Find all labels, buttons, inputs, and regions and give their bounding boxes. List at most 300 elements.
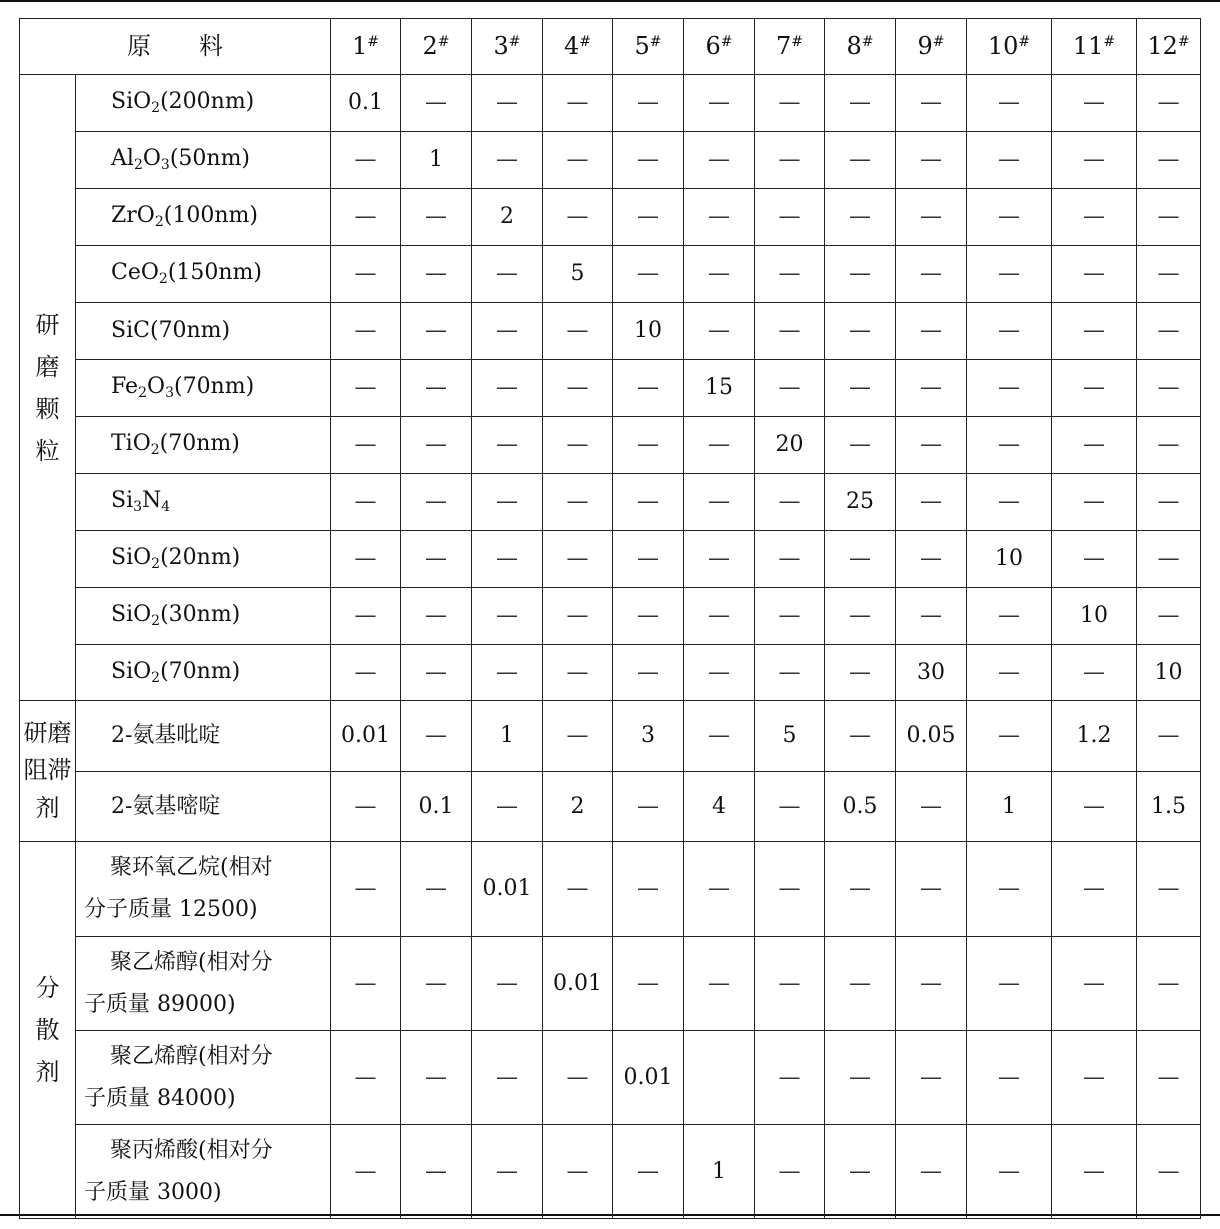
value-cell: — xyxy=(472,246,543,303)
formula-part: SiO xyxy=(111,545,152,571)
value-cell: — xyxy=(755,189,825,246)
value-cell: — xyxy=(755,246,825,303)
group-text: 研磨颗粒 xyxy=(35,310,60,465)
value-cell: 10 xyxy=(1137,645,1201,701)
sample-header xyxy=(401,19,472,75)
sample-mark: # xyxy=(437,33,450,50)
value-cell: — xyxy=(331,189,401,246)
value-cell: — xyxy=(331,1031,401,1125)
formula-part: (70nm) xyxy=(159,431,240,457)
value-cell: — xyxy=(896,1125,967,1219)
value-cell: — xyxy=(967,132,1052,189)
value-cell: — xyxy=(755,772,825,842)
value-cell: — xyxy=(1052,132,1137,189)
label-line-1 xyxy=(84,847,322,889)
value-cell: — xyxy=(684,303,755,360)
value-cell: — xyxy=(1052,772,1137,842)
value-cell: — xyxy=(755,75,825,132)
material-label xyxy=(76,360,331,417)
formula-part: 3 xyxy=(160,157,170,174)
label-text: 聚乙烯醇(相对分 xyxy=(110,949,273,975)
value-cell: — xyxy=(1052,303,1137,360)
sample-header xyxy=(1052,19,1137,75)
value-cell: — xyxy=(613,132,684,189)
formula-part: 2 xyxy=(151,669,161,686)
formula-part: 2 xyxy=(151,556,161,573)
table-row xyxy=(20,588,1201,645)
value-cell: 0.01 xyxy=(331,701,401,772)
value-cell: 10 xyxy=(967,531,1052,588)
value-cell: — xyxy=(684,645,755,701)
value-cell: — xyxy=(967,1125,1052,1219)
value-cell: — xyxy=(401,360,472,417)
material-label xyxy=(76,1031,331,1125)
sample-mark: # xyxy=(367,33,379,50)
value-cell: — xyxy=(543,588,613,645)
table-row xyxy=(20,1125,1201,1219)
value-cell: — xyxy=(543,701,613,772)
value-cell: 20 xyxy=(755,417,825,474)
table-row xyxy=(20,937,1201,1031)
value-cell: — xyxy=(331,531,401,588)
value-cell: — xyxy=(1052,474,1137,531)
value-cell: 0.1 xyxy=(401,772,472,842)
sample-header xyxy=(472,19,543,75)
formula-part: 4 xyxy=(161,499,171,516)
value-cell: — xyxy=(1052,937,1137,1031)
value-cell: 0.1 xyxy=(331,75,401,132)
value-cell: — xyxy=(401,701,472,772)
value-cell: — xyxy=(472,474,543,531)
sample-number: 12 xyxy=(1147,31,1178,60)
label-text: 聚丙烯酸(相对分 xyxy=(110,1137,273,1163)
sample-number: 11 xyxy=(1072,31,1104,60)
sample-header xyxy=(684,19,755,75)
formula-part: O xyxy=(147,374,166,400)
table-row xyxy=(20,246,1201,303)
formula-part: (30nm) xyxy=(160,602,241,628)
value-cell: 0.05 xyxy=(896,701,967,772)
value-cell: — xyxy=(1052,417,1137,474)
formula-part: (20nm) xyxy=(160,545,241,571)
formula-part: Si xyxy=(111,488,134,514)
sample-number: 8 xyxy=(846,31,862,60)
sample-header xyxy=(896,19,967,75)
value-cell: — xyxy=(825,303,896,360)
value-cell: — xyxy=(684,132,755,189)
value-cell: — xyxy=(825,1031,896,1125)
label-line-2: 分子质量 12500) xyxy=(84,897,258,922)
sample-mark: # xyxy=(932,33,945,50)
value-cell: — xyxy=(1137,132,1201,189)
sample-number: 2 xyxy=(422,31,438,60)
value-cell: — xyxy=(401,303,472,360)
value-cell: — xyxy=(1052,1125,1137,1219)
sample-header xyxy=(613,19,684,75)
value-cell: — xyxy=(1052,842,1137,937)
value-cell: — xyxy=(331,246,401,303)
material-label xyxy=(76,937,331,1031)
value-cell: — xyxy=(967,588,1052,645)
value-cell: — xyxy=(755,1125,825,1219)
value-cell: — xyxy=(825,246,896,303)
table-row xyxy=(20,1031,1201,1125)
value-cell: — xyxy=(331,937,401,1031)
value-cell: — xyxy=(755,937,825,1031)
top-rule xyxy=(0,0,1220,2)
value-cell: — xyxy=(896,246,967,303)
value-cell: — xyxy=(331,1125,401,1219)
value-cell: — xyxy=(543,645,613,701)
label-line-1 xyxy=(84,942,322,984)
formula-part: SiO xyxy=(111,602,152,628)
value-cell: — xyxy=(472,360,543,417)
header-row xyxy=(20,19,1201,75)
value-cell: — xyxy=(401,588,472,645)
value-cell: — xyxy=(825,132,896,189)
value-cell: — xyxy=(896,360,967,417)
material-label xyxy=(76,531,331,588)
group-text: 分散剂 xyxy=(35,974,60,1086)
value-cell: 1.2 xyxy=(1052,701,1137,772)
table-row xyxy=(20,531,1201,588)
formula-part: 2 xyxy=(151,100,161,117)
sample-header xyxy=(967,19,1052,75)
group-label-inhibitor xyxy=(20,701,76,842)
value-cell: — xyxy=(967,1031,1052,1125)
value-cell: — xyxy=(967,246,1052,303)
value-cell: — xyxy=(1137,303,1201,360)
value-cell: — xyxy=(967,189,1052,246)
table-row xyxy=(20,842,1201,937)
value-cell: — xyxy=(1137,246,1201,303)
material-label xyxy=(76,474,331,531)
value-cell: — xyxy=(825,75,896,132)
bottom-rule xyxy=(0,1214,1220,1216)
value-cell: — xyxy=(401,937,472,1031)
material-label xyxy=(76,246,331,303)
sample-number: 3 xyxy=(493,31,509,60)
value-cell: — xyxy=(613,1125,684,1219)
sample-header xyxy=(331,19,401,75)
value-cell: — xyxy=(1137,842,1201,937)
value-cell: — xyxy=(543,1031,613,1125)
value-cell: — xyxy=(613,842,684,937)
sample-mark: # xyxy=(861,33,874,50)
label-line-1 xyxy=(84,1036,322,1078)
value-cell: — xyxy=(825,360,896,417)
value-cell: — xyxy=(613,75,684,132)
value-cell: — xyxy=(543,360,613,417)
material-label xyxy=(76,303,331,360)
value-cell: — xyxy=(331,474,401,531)
value-cell: — xyxy=(472,588,543,645)
value-cell: — xyxy=(684,75,755,132)
value-cell: 30 xyxy=(896,645,967,701)
value-cell: 25 xyxy=(825,474,896,531)
value-cell: 10 xyxy=(613,303,684,360)
value-cell: — xyxy=(543,303,613,360)
value-cell: — xyxy=(896,588,967,645)
value-cell: — xyxy=(896,417,967,474)
label-line-2: 子质量 3000) xyxy=(84,1179,222,1205)
value-cell: — xyxy=(825,1125,896,1219)
table-row xyxy=(20,417,1201,474)
value-cell: — xyxy=(331,303,401,360)
material-label xyxy=(76,588,331,645)
value-cell: — xyxy=(896,842,967,937)
value-cell: — xyxy=(1137,531,1201,588)
value-cell: — xyxy=(543,842,613,937)
formulation-table xyxy=(19,18,1201,1219)
value-cell: — xyxy=(684,937,755,1031)
value-cell: — xyxy=(613,772,684,842)
value-cell: 15 xyxy=(684,360,755,417)
value-cell xyxy=(684,1031,755,1125)
sample-number: 10 xyxy=(987,31,1019,60)
value-cell: — xyxy=(755,645,825,701)
table-body xyxy=(20,19,1201,1219)
value-cell: — xyxy=(896,531,967,588)
value-cell: — xyxy=(613,246,684,303)
value-cell: — xyxy=(1137,417,1201,474)
value-cell: — xyxy=(1137,189,1201,246)
value-cell: — xyxy=(401,1031,472,1125)
table-row xyxy=(20,75,1201,132)
value-cell: — xyxy=(331,645,401,701)
formula-part: SiO xyxy=(111,658,152,684)
table-row xyxy=(20,645,1201,701)
value-cell: 1 xyxy=(967,772,1052,842)
value-cell: — xyxy=(1137,474,1201,531)
material-label: 2-氨基嘧啶 xyxy=(76,772,331,842)
sample-header xyxy=(825,19,896,75)
table-row xyxy=(20,701,1201,772)
value-cell: — xyxy=(896,1031,967,1125)
value-cell: — xyxy=(472,417,543,474)
value-cell: — xyxy=(755,1031,825,1125)
value-cell: — xyxy=(825,531,896,588)
value-cell: — xyxy=(755,531,825,588)
value-cell: — xyxy=(967,645,1052,701)
sample-mark: # xyxy=(579,33,591,50)
value-cell: — xyxy=(967,937,1052,1031)
value-cell: — xyxy=(896,937,967,1031)
value-cell: — xyxy=(1137,1125,1201,1219)
value-cell: — xyxy=(825,588,896,645)
value-cell: — xyxy=(896,132,967,189)
formula-part: SiC(70nm) xyxy=(111,318,231,344)
sample-number: 4 xyxy=(563,31,580,60)
value-cell: — xyxy=(896,75,967,132)
sample-header xyxy=(543,19,613,75)
table-row xyxy=(20,474,1201,531)
value-cell: — xyxy=(1052,189,1137,246)
value-cell: — xyxy=(1052,645,1137,701)
formula-part: CeO xyxy=(111,260,159,286)
value-cell: 5 xyxy=(755,701,825,772)
value-cell: — xyxy=(401,842,472,937)
value-cell: — xyxy=(472,132,543,189)
value-cell: 0.5 xyxy=(825,772,896,842)
value-cell: — xyxy=(613,588,684,645)
value-cell: — xyxy=(472,75,543,132)
value-cell: 0.01 xyxy=(613,1031,684,1125)
value-cell: — xyxy=(401,417,472,474)
sample-number: 1 xyxy=(351,31,368,60)
value-cell: — xyxy=(896,303,967,360)
value-cell: 4 xyxy=(684,772,755,842)
formula-part: 2 xyxy=(150,442,160,459)
table-row xyxy=(20,303,1201,360)
formula-part: (50nm) xyxy=(169,146,251,172)
value-cell: — xyxy=(1137,937,1201,1031)
sample-mark: # xyxy=(1103,33,1116,50)
formula-part: 3 xyxy=(165,385,174,402)
formula-part: O xyxy=(142,146,161,172)
value-cell: — xyxy=(825,645,896,701)
sample-mark: # xyxy=(1018,33,1031,50)
value-cell: — xyxy=(684,417,755,474)
value-cell: — xyxy=(401,75,472,132)
value-cell: — xyxy=(331,772,401,842)
value-cell: 2 xyxy=(543,772,613,842)
value-cell: — xyxy=(543,474,613,531)
formula-part: (200nm) xyxy=(160,89,255,115)
sample-mark: # xyxy=(649,33,662,50)
value-cell: — xyxy=(472,1031,543,1125)
value-cell: — xyxy=(1137,1031,1201,1125)
value-cell: — xyxy=(755,474,825,531)
value-cell: — xyxy=(825,701,896,772)
sample-mark: # xyxy=(791,33,803,50)
value-cell: — xyxy=(967,701,1052,772)
table-row xyxy=(20,132,1201,189)
formula-part: 2 xyxy=(151,613,161,630)
material-label xyxy=(76,1125,331,1219)
label-line-2: 子质量 89000) xyxy=(84,991,236,1017)
group-label-abrasive xyxy=(20,75,76,701)
value-cell: — xyxy=(613,360,684,417)
value-cell: — xyxy=(825,842,896,937)
label-line-2: 子质量 84000) xyxy=(84,1085,236,1111)
formula-part: Fe xyxy=(111,374,139,400)
value-cell: — xyxy=(331,588,401,645)
value-cell: 1 xyxy=(472,701,543,772)
value-cell: — xyxy=(896,772,967,842)
sample-number: 5 xyxy=(634,31,650,60)
material-header: 原 料 xyxy=(20,19,331,75)
value-cell: — xyxy=(472,937,543,1031)
material-label xyxy=(76,645,331,701)
material-label: 2-氨基吡啶 xyxy=(76,701,331,772)
value-cell: — xyxy=(613,937,684,1031)
value-cell: — xyxy=(1137,75,1201,132)
value-cell: — xyxy=(684,588,755,645)
formula-part: 2 xyxy=(154,214,164,231)
group-text: 研磨阻滞剂 xyxy=(23,719,72,822)
formula-part: (100nm) xyxy=(163,203,258,229)
sample-header xyxy=(755,19,825,75)
value-cell: — xyxy=(401,1125,472,1219)
sample-header xyxy=(1137,19,1201,75)
value-cell: — xyxy=(684,842,755,937)
value-cell: — xyxy=(684,701,755,772)
formula-part: 2 xyxy=(158,271,168,288)
material-label xyxy=(76,75,331,132)
value-cell: — xyxy=(755,132,825,189)
formula-part: N xyxy=(142,488,162,514)
value-cell: — xyxy=(755,588,825,645)
value-cell: 1 xyxy=(684,1125,755,1219)
value-cell: — xyxy=(613,189,684,246)
value-cell: 1.5 xyxy=(1137,772,1201,842)
value-cell: — xyxy=(401,474,472,531)
material-label xyxy=(76,189,331,246)
group-label-dispersant xyxy=(20,842,76,1219)
value-cell: — xyxy=(1052,246,1137,303)
formula-part: (150nm) xyxy=(167,260,262,286)
value-cell: — xyxy=(967,360,1052,417)
value-cell: — xyxy=(1137,360,1201,417)
value-cell: — xyxy=(684,474,755,531)
value-cell: — xyxy=(472,772,543,842)
table-row xyxy=(20,189,1201,246)
table-row xyxy=(20,360,1201,417)
sample-number: 6 xyxy=(705,31,721,60)
value-cell: — xyxy=(331,360,401,417)
value-cell: — xyxy=(825,189,896,246)
value-cell: — xyxy=(543,75,613,132)
value-cell: 2 xyxy=(472,189,543,246)
value-cell: 0.01 xyxy=(472,842,543,937)
value-cell: — xyxy=(1137,588,1201,645)
value-cell: — xyxy=(401,645,472,701)
value-cell: — xyxy=(472,531,543,588)
value-cell: — xyxy=(967,75,1052,132)
value-cell: — xyxy=(472,303,543,360)
table-row xyxy=(20,772,1201,842)
value-cell: 10 xyxy=(1052,588,1137,645)
value-cell: 3 xyxy=(613,701,684,772)
value-cell: — xyxy=(1052,531,1137,588)
value-cell: — xyxy=(613,645,684,701)
value-cell: — xyxy=(613,474,684,531)
value-cell: — xyxy=(755,303,825,360)
value-cell: — xyxy=(401,246,472,303)
formula-part: (70nm) xyxy=(173,374,255,400)
value-cell: 5 xyxy=(543,246,613,303)
formula-part: Al xyxy=(111,146,134,172)
value-cell: — xyxy=(967,474,1052,531)
value-cell: — xyxy=(967,842,1052,937)
sample-mark: # xyxy=(720,33,733,50)
value-cell: — xyxy=(825,417,896,474)
value-cell: — xyxy=(1137,701,1201,772)
value-cell: — xyxy=(755,842,825,937)
value-cell: — xyxy=(331,417,401,474)
sample-number: 9 xyxy=(917,31,933,60)
formula-part: 2 xyxy=(133,157,143,174)
sample-mark: # xyxy=(1177,33,1190,50)
formula-part: ZrO xyxy=(111,203,155,229)
value-cell: — xyxy=(825,937,896,1031)
value-cell: — xyxy=(543,1125,613,1219)
value-cell: — xyxy=(331,842,401,937)
formula-part: (70nm) xyxy=(160,658,241,684)
value-cell: — xyxy=(401,531,472,588)
value-cell: — xyxy=(543,189,613,246)
